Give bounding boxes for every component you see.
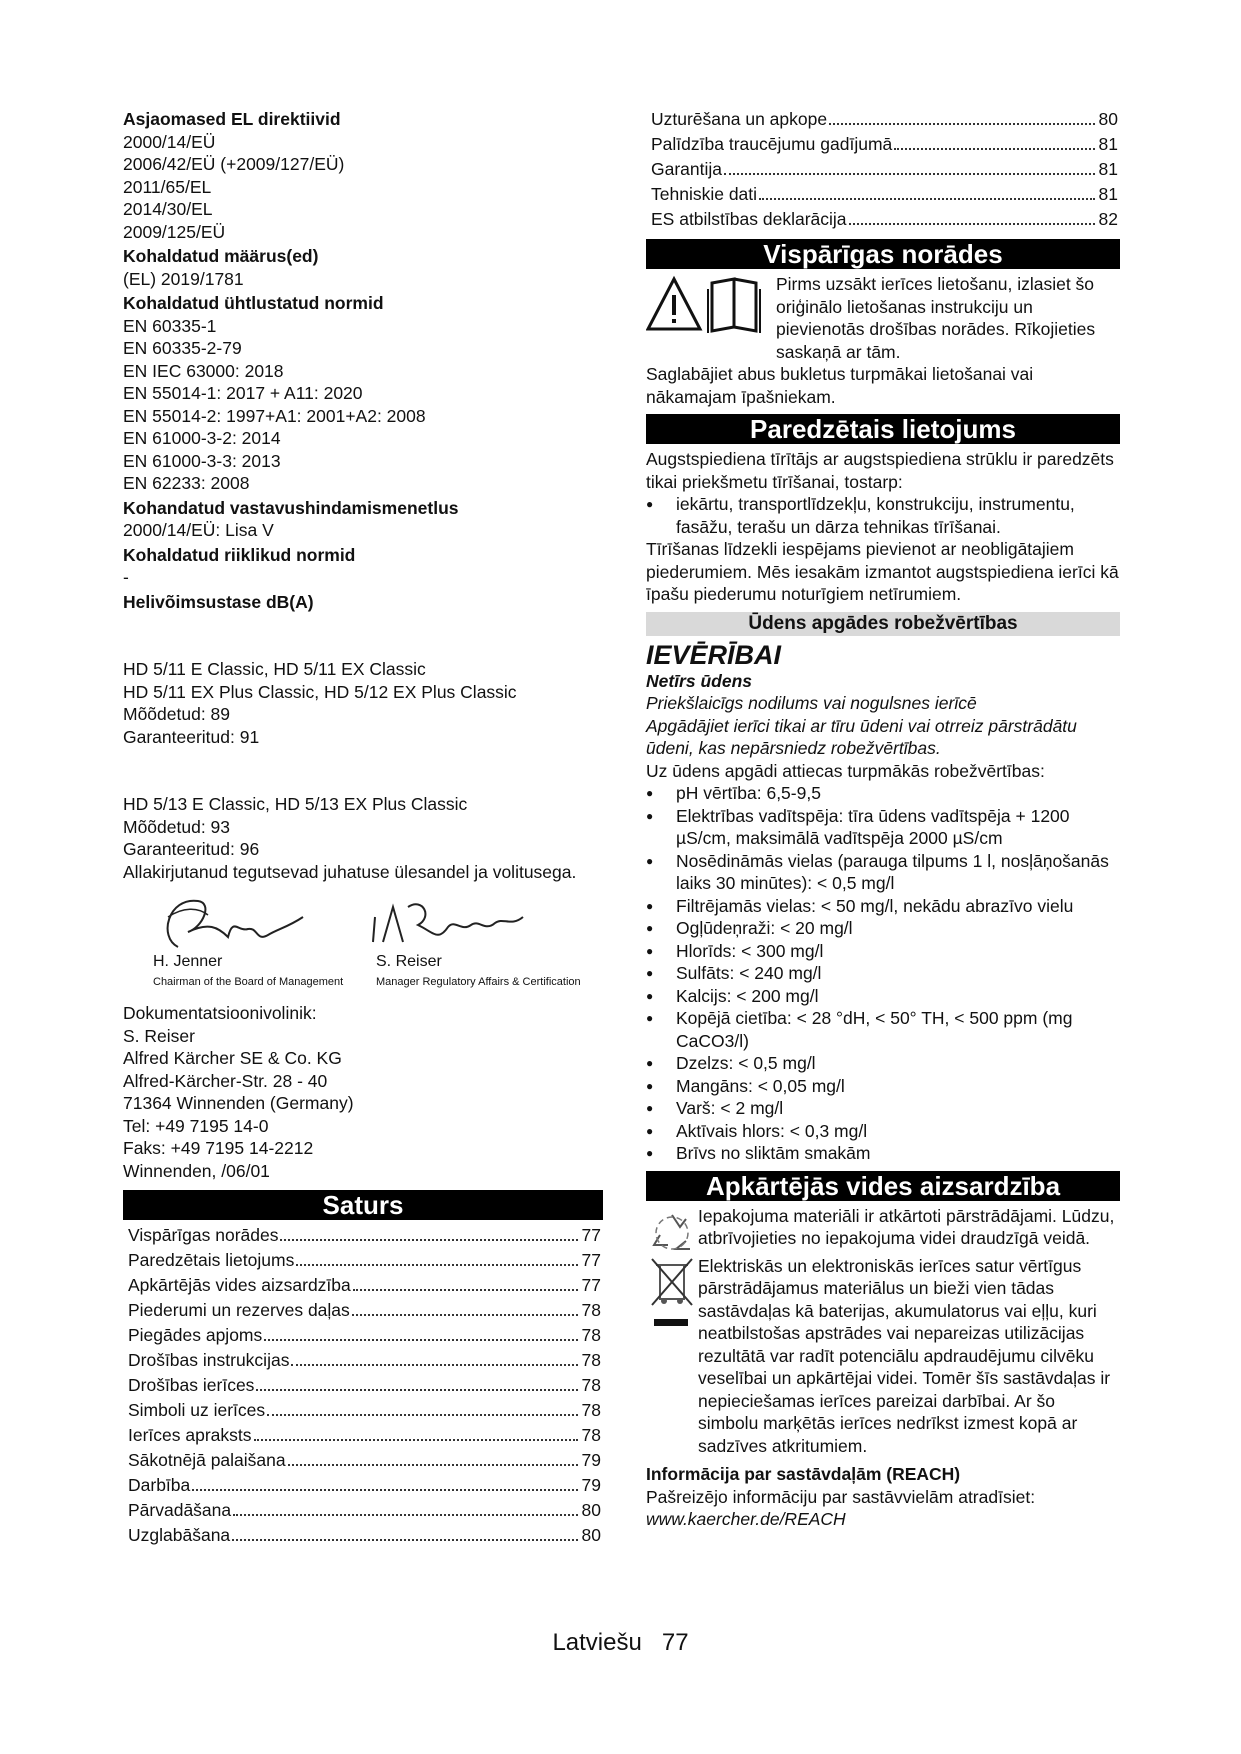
general-title: Vispārīgas norādes (646, 239, 1120, 269)
limit-item: ● Ogļūdeņraži: < 20 mg/l (646, 917, 1120, 940)
toc-entry-page: 78 (581, 1375, 601, 1395)
limit-item: ● Mangāns: < 0,05 mg/l (646, 1075, 1120, 1098)
limit-item: ● Aktīvais hlors: < 0,3 mg/l (646, 1120, 1120, 1143)
sig2-name: S. Reiser (376, 953, 442, 970)
toc-entry-label: Tehniskie dati (651, 184, 758, 204)
doc-rep-line-item: S. Reiser (123, 1025, 195, 1046)
signature-reiser (363, 887, 533, 957)
limit-item: ● Varš: < 2 mg/l (646, 1097, 1120, 1120)
standard-item: EN 55014-1: 2017 + A11: 2020 (123, 383, 363, 403)
env-text-1: Iepakojuma materiāli ir atkārtoti pārstrādājami. Lūdzu, atbrīvojieties no iepakojuma videi draudzīgā veidā. (698, 1205, 1115, 1248)
notice-line-1: Priekšlaicīgs nodilums vai nogulsnes ierīcē (646, 693, 977, 713)
toc-entry-label: Ierīces apraksts (128, 1425, 252, 1445)
contents-title: Saturs (123, 1190, 603, 1220)
limits-intro: Uz ūdens apgādi attiecas turpmākās robežvērtības: (646, 760, 1045, 781)
documentation-representative (123, 1002, 603, 1182)
toc-leader-dots (254, 1439, 578, 1441)
notice-line-2: Apgādājiet ierīci tikai ar tīru ūdeni vai otrreiz pārstrādātu ūdeni, kas nepārsniedz robežvērtības. (646, 715, 1077, 758)
toc-entry-page: 79 (581, 1450, 601, 1470)
toc-entry[interactable] (128, 1224, 601, 1249)
doc-rep-line-item: Tel: +49 7195 14-0 (123, 1115, 269, 1136)
doc-rep-line-item: Alfred-Kärcher-Str. 28 - 40 (123, 1070, 328, 1091)
toc-entry-label: Paredzētais lietojums (128, 1250, 295, 1270)
toc-entry-label: Piegādes apjoms (128, 1325, 263, 1345)
toc-leader-dots (829, 123, 1094, 125)
standard-item: EN IEC 63000: 2018 (123, 360, 284, 381)
noise-line-item: HD 5/11 E Classic, HD 5/11 EX Classic (123, 659, 426, 679)
standard-item: EN 61000-3-2: 2014 (123, 428, 281, 448)
toc-leader-dots (288, 1464, 578, 1466)
noise-group-2 (123, 793, 603, 861)
toc-entry-page: 78 (581, 1425, 601, 1445)
toc-entry[interactable] (128, 1499, 601, 1524)
directive-item: 2011/65/EL (123, 176, 212, 197)
toc-leader-dots (849, 223, 1095, 225)
noise-line-item: Garanteeritud: 96 (123, 839, 260, 859)
regulations-heading: Kohaldatud määrus(ed) (123, 246, 319, 266)
toc-leader-dots (352, 1314, 578, 1316)
toc-leader-dots (353, 1289, 578, 1291)
footer-language: Latviešu (552, 1629, 642, 1656)
toc-entry[interactable] (128, 1449, 601, 1474)
weee-notice (646, 1255, 1120, 1458)
toc-leader-dots (232, 1539, 577, 1541)
toc-entry[interactable] (128, 1524, 601, 1549)
standard-item: EN 60335-1 (123, 315, 217, 336)
toc-entry[interactable] (128, 1249, 601, 1274)
toc-entry[interactable] (651, 158, 1118, 183)
noise-line-item: HD 5/11 EX Plus Classic, HD 5/12 EX Plus Classic (123, 681, 517, 702)
toc-entry-label: Drošības instrukcijas (128, 1350, 290, 1370)
sig1-title: Chairman of the Board of Management (153, 976, 344, 988)
limit-item: ● Filtrējamās vielas: < 50 mg/l, nekādu abrazīvo vielu (646, 895, 1120, 918)
general-text-1: Pirms uzsākt ierīces lietošanu, izlasiet šo oriģinālo lietošanas instrukciju un pievienotās drošības norādes. Rīkojieties saskaņā ar tām. (776, 274, 1096, 362)
toc-entry-page: 78 (581, 1350, 601, 1370)
toc-entry-label: Sākotnējā palaišana (128, 1450, 286, 1470)
general-text-2: Saglabājiet abus bukletus turpmākai lietošanai vai nākamajam īpašniekam. (646, 364, 1034, 407)
toc-entry-label: Drošības ierīces (128, 1375, 255, 1395)
page-footer (0, 1629, 1241, 1657)
limit-item: ● Sulfāts: < 240 mg/l (646, 962, 1120, 985)
toc-entry-page: 81 (1098, 159, 1118, 179)
recycle-icon (646, 1205, 698, 1255)
intended-text-1: Augstspiediena tīrītājs ar augstspiediena strūklu ir paredzēts tikai priekšmetu tīrīšanai, tostarp: (646, 449, 1114, 492)
toc-entry-page: 78 (581, 1300, 601, 1320)
limit-item: ● Dzelzs: < 0,5 mg/l (646, 1052, 1120, 1075)
limit-item: ● Hlorīds: < 300 mg/l (646, 940, 1120, 963)
noise-line-item: HD 5/13 E Classic, HD 5/13 EX Plus Classic (123, 794, 468, 814)
footer-page-number: 77 (661, 1629, 689, 1656)
directives-list (123, 131, 603, 244)
toc-leader-dots (296, 1264, 577, 1266)
reach-url[interactable]: www.kaercher.de/REACH (646, 1509, 846, 1529)
toc-entry[interactable] (651, 108, 1118, 133)
limit-item: ● Brīvs no sliktām smakām (646, 1142, 1120, 1165)
toc-entry[interactable] (651, 208, 1118, 233)
toc-leader-dots (264, 1339, 577, 1341)
toc-entry-label: Simboli uz ierīces (128, 1400, 266, 1420)
toc-entry-label: Uzturēšana un apkope (651, 109, 828, 129)
toc-entry[interactable] (128, 1324, 601, 1349)
signed-note: Allakirjutanud tegutsevad juhatuse ülesandel ja volitusega. (123, 861, 577, 882)
noise-heading: Helivõimsustase dB(A) (123, 591, 314, 612)
directive-item: 2014/30/EL (123, 199, 213, 219)
toc-entry-label: Darbība (128, 1475, 191, 1495)
notice-subtitle: Netīrs ūdens (646, 670, 752, 691)
toc-entry[interactable] (128, 1274, 601, 1299)
doc-rep-line-item: Alfred Kärcher SE & Co. KG (123, 1048, 342, 1068)
toc-entry[interactable] (128, 1349, 601, 1374)
sig1-name: H. Jenner (153, 953, 223, 970)
noise-line-item: Mõõdetud: 89 (123, 704, 231, 724)
directive-item: 2006/42/EÜ (+2009/127/EÜ) (123, 154, 345, 174)
standard-item: EN 61000-3-3: 2013 (123, 450, 281, 471)
national-heading: Kohaldatud riiklikud normid (123, 544, 356, 565)
toc-entry[interactable] (651, 183, 1118, 208)
toc-entry[interactable] (128, 1474, 601, 1499)
toc-entry-page: 79 (581, 1475, 601, 1495)
general-notice (646, 273, 1120, 363)
water-title: Ūdens apgādes robežvērtības (646, 612, 1120, 636)
toc-entry-page: 77 (581, 1275, 601, 1295)
toc-right (646, 108, 1120, 233)
toc-entry-page: 78 (581, 1400, 601, 1420)
warning-manual-icon (646, 275, 776, 333)
toc-leader-dots (267, 1414, 577, 1416)
toc-entry-label: Vispārīgas norādes (128, 1225, 279, 1245)
toc-entry-page: 82 (1098, 209, 1118, 229)
sig2-title: Manager Regulatory Affairs & Certification (376, 976, 581, 988)
doc-rep-line-item: Faks: +49 7195 14-2212 (123, 1138, 314, 1158)
toc-leader-dots (256, 1389, 577, 1391)
toc-entry[interactable] (128, 1399, 601, 1424)
directive-item: 2009/125/EÜ (123, 221, 226, 242)
toc-entry-label: Apkārtējās vides aizsardzība (128, 1275, 351, 1295)
toc-entry-label: Uzglabāšana (128, 1525, 231, 1545)
conformity-value: 2000/14/EÜ: Lisa V (123, 520, 274, 540)
toc-entry[interactable] (128, 1299, 601, 1324)
toc-leader-dots (192, 1489, 577, 1491)
toc-leader-dots (280, 1239, 577, 1241)
toc-left (123, 1224, 603, 1549)
standards-list (123, 315, 603, 495)
recycle-notice (646, 1205, 1120, 1255)
right-column (646, 108, 1120, 1531)
intended-bullet: ● iekārtu, transportlīdzekļu, konstrukciju, instrumentu, fasāžu, terašu un dārza tehnikas tīrīšanai. (646, 493, 1120, 538)
toc-entry-label: Piederumi un rezerves daļas (128, 1300, 350, 1320)
doc-rep-line-item: 71364 Winnenden (Germany) (123, 1093, 354, 1113)
signature-block (123, 883, 603, 998)
limit-item: ● pH vērtība: 6,5-9,5 (646, 782, 1120, 805)
noise-group-1 (123, 658, 603, 748)
conformity-heading: Kohandatud vastavushindamismenetlus (123, 497, 459, 518)
standards-heading: Kohaldatud ühtlustatud normid (123, 293, 384, 313)
doc-rep-line-item: Dokumentatsioonivolinik: (123, 1003, 317, 1023)
toc-entry[interactable] (128, 1374, 601, 1399)
reach-heading: Informācija par sastāvdaļām (REACH) (646, 1464, 961, 1484)
standard-item: EN 55014-2: 1997+A1: 2001+A2: 2008 (123, 405, 426, 426)
toc-leader-dots (233, 1514, 577, 1516)
toc-entry-label: Pārvadāšana (128, 1500, 232, 1520)
toc-entry-label: Garantija (651, 159, 723, 179)
toc-entry[interactable] (128, 1424, 601, 1449)
national-value: - (123, 567, 129, 587)
limit-item: ● Elektrības vadītspēja: tīra ūdens vadītspēja + 1200 µS/cm, maksimālā vadītspēja 2000 µS/cm (646, 805, 1120, 850)
regulation-item: (EL) 2019/1781 (123, 268, 244, 289)
standard-item: EN 60335-2-79 (123, 338, 242, 358)
reach-text: Pašreizējo informāciju par sastāvvielām atradīsiet: (646, 1486, 1036, 1507)
notice-title: IEVĒRĪBAI (646, 639, 782, 670)
toc-entry-page: 80 (581, 1500, 601, 1520)
limits-list (646, 782, 1120, 1165)
doc-rep-line-item: Winnenden, /06/01 (123, 1160, 270, 1181)
environment-title: Apkārtējās vides aizsardzība (646, 1171, 1120, 1201)
toc-entry-page: 80 (1098, 109, 1118, 129)
toc-entry-page: 81 (1098, 134, 1118, 154)
toc-entry-page: 77 (581, 1225, 601, 1245)
left-column (123, 108, 603, 1549)
standard-item: EN 62233: 2008 (123, 473, 250, 493)
directive-item: 2000/14/EÜ (123, 131, 216, 152)
toc-entry[interactable] (651, 133, 1118, 158)
env-text-2: Elektriskās un elektroniskās ierīces satur vērtīgus pārstrādājamus materiālus un bieži vien tādas sastāvdaļas kā baterijas, akumulatorus vai eļļu, kuri neatbilstošas apstrādes vai nepareizas utilizācijas rezultātā var radīt potenciālu apdraudējumu cilvēku veselībai un apkārtējai videi. Tomēr šīs sastāvdaļas ir nepieciešamas ierīces pareizai darbībai. Ar šo simbolu marķētās ierīces nedrīkst izmest kopā ar sadzīves atkritumiem. (698, 1255, 1111, 1456)
directives-heading: Asjaomased EL direktiivid (123, 109, 341, 129)
intended-title: Paredzētais lietojums (646, 414, 1120, 444)
toc-entry-page: 80 (581, 1525, 601, 1545)
toc-entry-label: Palīdzība traucējumu gadījumā (651, 134, 893, 154)
limit-item: ● Nosēdināmās vielas (parauga tilpums 1 l, nosļāņošanās laiks 30 minūtes): < 0,5 mg/l (646, 850, 1120, 895)
toc-leader-dots (291, 1364, 577, 1366)
toc-entry-page: 77 (581, 1250, 601, 1270)
toc-entry-page: 81 (1098, 184, 1118, 204)
toc-leader-dots (894, 148, 1094, 150)
noise-line-item: Garanteeritud: 91 (123, 726, 260, 747)
toc-leader-dots (759, 198, 1094, 200)
limit-item: ● Kopējā cietība: < 28 °dH, < 50° TH, < 500 ppm (mg CaCO3/l) (646, 1007, 1120, 1052)
toc-entry-label: ES atbilstības deklarācija (651, 209, 847, 229)
signature-jenner (138, 887, 328, 957)
crossed-bin-icon (646, 1255, 698, 1355)
intended-text-2: Tīrīšanas līdzekli iespējams pievienot ar neobligātajiem piederumiem. Mēs iesakām izmantot augstspiediena ierīci kā īpašu piederumu noturīgiem netīrumiem. (646, 539, 1119, 604)
noise-line-item: Mõõdetud: 93 (123, 816, 231, 837)
toc-entry-page: 78 (581, 1325, 601, 1345)
limit-item: ● Kalcijs: < 200 mg/l (646, 985, 1120, 1008)
toc-leader-dots (724, 173, 1095, 175)
